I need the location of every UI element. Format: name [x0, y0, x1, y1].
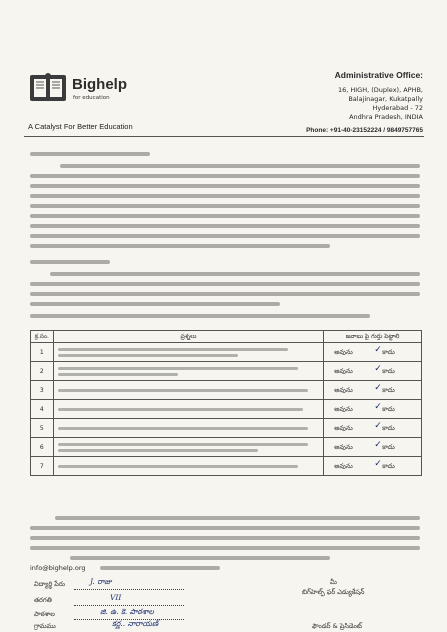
paragraph-line — [50, 272, 420, 276]
row-number: 3 — [31, 381, 54, 400]
yes-option[interactable]: అవును — [334, 405, 353, 413]
phone-number: Phone: +91-40-23152224 / 9849757765 — [306, 127, 423, 134]
address-line: Balajinagar, Kukatpally — [348, 95, 423, 103]
paragraph-line — [70, 556, 330, 560]
contact-email[interactable]: info@bighelp.org — [30, 564, 86, 572]
paragraph-line — [30, 214, 420, 218]
row-number: 2 — [31, 362, 54, 381]
row-number: 5 — [31, 419, 54, 438]
tick-mark-icon: ✓ — [374, 364, 382, 374]
tick-mark-icon: ✓ — [374, 383, 382, 393]
no-option[interactable]: కాదు — [382, 443, 395, 451]
yes-option[interactable]: అవును — [334, 348, 353, 356]
answer-cell[interactable] — [324, 438, 422, 457]
column-header-answer: జవాబు పై గుర్తు పెట్టాలి — [324, 331, 422, 343]
class-label: తరగతి — [34, 596, 52, 604]
column-header-questions: ప్రశ్నలు — [53, 331, 324, 343]
paragraph-line — [30, 184, 420, 188]
tick-mark-icon: ✓ — [374, 440, 382, 450]
question-cell — [53, 381, 324, 400]
signature-title: ఫౌండర్ & ప్రెసిడెంట్ — [312, 622, 362, 630]
question-cell — [53, 419, 324, 438]
paragraph-line — [30, 244, 330, 248]
row-number: 1 — [31, 343, 54, 362]
paragraph-line — [30, 174, 420, 178]
paragraph-line — [100, 566, 220, 570]
question-cell — [53, 362, 324, 381]
class-field[interactable] — [74, 604, 184, 606]
table-row — [31, 457, 422, 476]
question-cell — [53, 438, 324, 457]
paragraph-line — [30, 234, 420, 238]
yes-option[interactable]: అవును — [334, 443, 353, 451]
tick-mark-icon: ✓ — [374, 421, 382, 431]
questionnaire-table — [30, 330, 422, 476]
yes-option[interactable]: అవును — [334, 424, 353, 432]
student-name-value: J. రాజు — [90, 577, 112, 586]
address-line: 16, HIGH, (Duplex), APHB, — [337, 86, 423, 94]
column-header-number: క్ర.సం. — [31, 331, 54, 343]
row-number: 4 — [31, 400, 54, 419]
tick-mark-icon: ✓ — [374, 459, 382, 469]
paragraph-line — [30, 546, 420, 550]
answer-cell[interactable] — [324, 362, 422, 381]
school-label: పాఠశాల — [34, 610, 55, 618]
row-number: 6 — [31, 438, 54, 457]
answer-cell[interactable] — [324, 457, 422, 476]
answer-cell[interactable] — [324, 419, 422, 438]
signature-organization: బిగ్‌హెల్ప్ ఫర్ ఎడ్యుకేషన్ — [302, 588, 365, 596]
paragraph-line — [30, 282, 420, 286]
answer-cell[interactable] — [324, 381, 422, 400]
header-divider — [24, 136, 424, 137]
table-row — [31, 381, 422, 400]
no-option[interactable]: కాదు — [382, 424, 395, 432]
salutation-line — [30, 260, 110, 264]
no-option[interactable]: కాదు — [382, 462, 395, 470]
address-line: Andhra Pradesh, INDIA — [349, 113, 423, 121]
paragraph-line — [55, 516, 420, 520]
paragraph-line — [30, 204, 420, 208]
answer-cell[interactable] — [324, 343, 422, 362]
paragraph-line — [30, 314, 370, 318]
no-option[interactable]: కాదు — [382, 386, 395, 394]
office-title: Administrative Office: — [334, 70, 423, 80]
table-row — [31, 419, 422, 438]
question-cell — [53, 343, 324, 362]
student-name-label: విద్యార్థి పేరు — [34, 580, 66, 588]
address-line: Hyderabad - 72 — [372, 104, 423, 112]
table-row — [31, 343, 422, 362]
village-label: గ్రామము — [34, 622, 56, 630]
yes-option[interactable]: అవును — [334, 462, 353, 470]
tick-mark-icon: ✓ — [374, 402, 382, 412]
tick-mark-icon: ✓ — [374, 345, 382, 355]
no-option[interactable]: కాదు — [382, 367, 395, 375]
row-number: 7 — [31, 457, 54, 476]
table-row — [31, 400, 422, 419]
school-value: జి. ఉ. కె. పాఠశాల — [100, 607, 154, 616]
question-cell — [53, 400, 324, 419]
table-row — [31, 438, 422, 457]
yes-option[interactable]: అవును — [334, 386, 353, 394]
tagline: A Catalyst For Better Education — [28, 122, 133, 131]
paragraph-line — [30, 292, 420, 296]
table-header-row — [31, 331, 422, 343]
table-row — [31, 362, 422, 381]
student-name-field[interactable] — [74, 588, 184, 590]
bighelp-book-logo-icon — [28, 72, 68, 106]
salutation-line — [30, 152, 150, 156]
village-value: కర్ణ.. నారాయణ్ — [112, 619, 159, 628]
signature-salutation: మీ — [330, 578, 337, 586]
no-option[interactable]: కాదు — [382, 405, 395, 413]
paragraph-line — [60, 164, 420, 168]
paragraph-line — [30, 302, 280, 306]
answer-cell[interactable] — [324, 400, 422, 419]
no-option[interactable]: కాదు — [382, 348, 395, 356]
question-cell — [53, 457, 324, 476]
paragraph-line — [30, 526, 420, 530]
brand-name: Bighelp — [72, 76, 127, 93]
class-value: VII — [110, 593, 122, 602]
brand-subtitle: for education — [73, 95, 110, 101]
paragraph-line — [30, 536, 420, 540]
paragraph-line — [30, 194, 420, 198]
yes-option[interactable]: అవును — [334, 367, 353, 375]
paragraph-line — [30, 224, 420, 228]
